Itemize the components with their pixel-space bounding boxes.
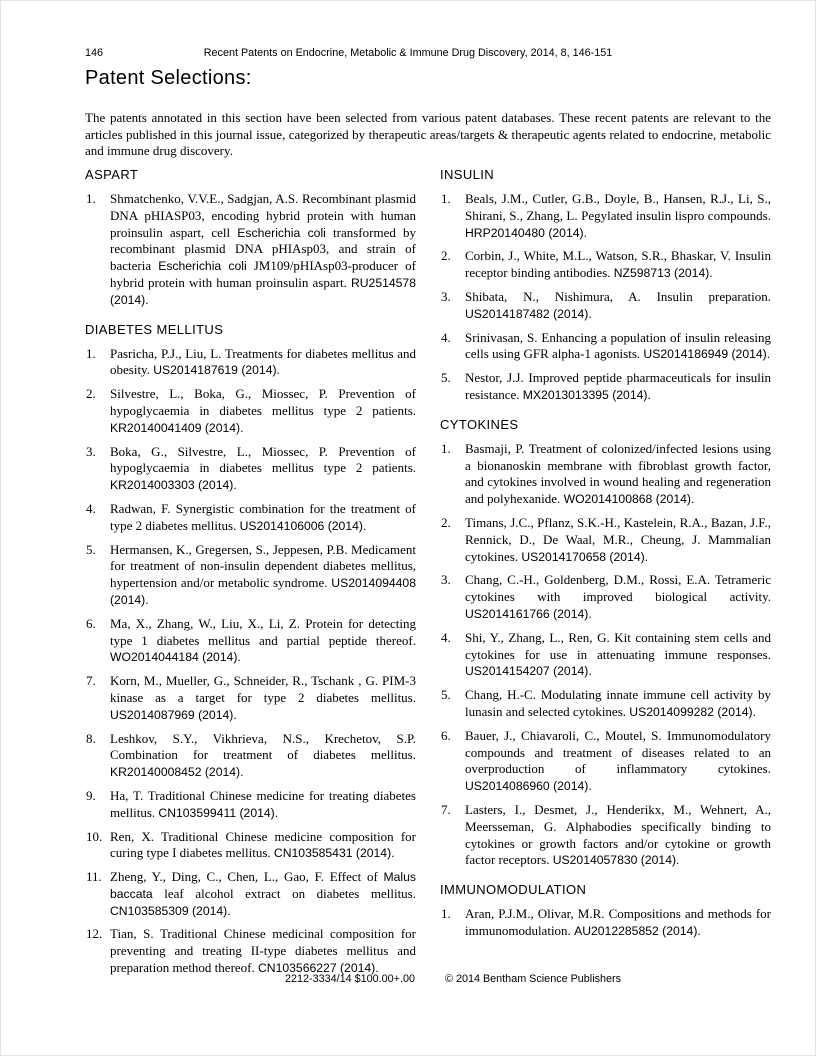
reference-text: Ha, T. Traditional Chinese medicine for treating diabetes mellitus. <box>110 787 416 820</box>
reference-text: Basmaji, P. Treatment of colonized/infected lesions using a bionanoskin membrane with fibroblast growth factor, and cytokines involved in wound healing and regeneration and polyhexanide. <box>465 440 771 507</box>
reference-item <box>440 248 771 282</box>
reference-text: Corbin, J., White, M.L., Watson, S.R., Bhaskar, V. Insulin receptor binding antibodies. <box>465 248 771 281</box>
reference-number: 6. <box>441 727 451 743</box>
reference-list <box>440 441 771 869</box>
reference-number: 6. <box>86 615 96 631</box>
page-footer <box>285 973 621 985</box>
reference-number: 2. <box>86 386 96 402</box>
patent-code-text: US2014187619 (2014). <box>153 363 280 378</box>
intro-paragraph: The patents annotated in this section have been selected from various patent databases. These recent patents are relevant to the articles published in this journal issue, categorized by therapeutic areas/targets & therapeutic agents related to endocrine, metabolic and immune drug discovery. <box>85 110 771 158</box>
patent-code-text: WO2014044184 (2014). <box>110 650 241 665</box>
reference-text: JM109/pHIAsp03-producer of hybrid protein with human proinsulin aspart. <box>110 258 416 290</box>
patent-code-text: NZ598713 (2014). <box>613 266 713 281</box>
reference-text: Korn, M., Mueller, G., Schneider, R., Tschank , G. PIM-3 kinase as a target for type 2 diabetes mellitus. <box>110 673 416 705</box>
reference-item <box>440 191 771 241</box>
reference-item <box>440 289 771 323</box>
reference-text: Lasters, I., Desmet, J., Henderikx, M., Wehnert, A., Meersseman, G. Alphabodies specifically binding to cytokines or growth factors and/or cytokine or growth factor receptors. <box>465 801 771 868</box>
patent-code-text: MX2013013395 (2014). <box>522 387 651 402</box>
patent-code-text: US2014187482 (2014). <box>465 306 592 321</box>
reference-text: transformed by recombinant plasmid DNA pHIAsp03, and strain of bacteria <box>110 224 417 274</box>
reference-item <box>85 926 416 976</box>
patent-code-text: WO2014100868 (2014). <box>563 492 695 507</box>
reference-item <box>85 346 416 380</box>
right-column <box>440 167 771 947</box>
reference-list <box>85 191 416 309</box>
section-heading: IMMUNOMODULATION <box>440 882 587 898</box>
reference-number: 9. <box>86 787 96 803</box>
reference-item <box>85 788 416 822</box>
patent-code-text: KR20140041409 (2014). <box>110 420 244 435</box>
reference-item <box>440 515 771 565</box>
reference-number: 7. <box>86 673 96 689</box>
reference-item <box>85 869 416 919</box>
reference-text: Hermansen, K., Gregersen, S., Jeppesen, P.B. Medicament for treatment of non-insulin dependent diabetes mellitus, hypertension and/or metabolic syndrome. <box>110 541 416 591</box>
reference-item <box>85 444 416 494</box>
running-header <box>0 47 816 59</box>
page-number: 146 <box>85 47 104 59</box>
patent-code-text: RU2514578 (2014). <box>110 275 416 307</box>
reference-number: 1. <box>441 906 451 922</box>
reference-text: Nestor, J.J. Improved peptide pharmaceuticals for insulin resistance. <box>465 370 771 402</box>
reference-text: Aran, P.J.M., Olivar, M.R. Compositions and methods for immunomodulation. <box>465 906 771 938</box>
reference-text: Chang, H.-C. Modulating innate immune cell activity by lunasin and selected cytokines. <box>465 687 771 719</box>
reference-item <box>440 802 771 869</box>
reference-number: 8. <box>86 730 96 746</box>
left-column <box>85 167 416 984</box>
reference-number: 1. <box>441 440 451 456</box>
reference-number: 7. <box>441 801 451 817</box>
reference-list <box>85 346 416 977</box>
reference-text: Zheng, Y., Ding, C., Chen, L., Gao, F. Effect of <box>110 869 384 885</box>
reference-item <box>85 616 416 666</box>
reference-number: 1. <box>86 191 96 206</box>
section-heading: INSULIN <box>440 167 495 182</box>
reference-number: 4. <box>441 329 451 345</box>
reference-item <box>85 731 416 781</box>
reference-item <box>440 906 771 940</box>
patent-code-text: CN103566227 (2014). <box>258 961 379 976</box>
patent-code-text: US2014106006 (2014). <box>239 518 367 533</box>
patent-code-text: US2014186949 (2014). <box>643 347 771 362</box>
patent-code-text: US2014170658 (2014). <box>521 549 649 564</box>
reference-item <box>440 728 771 795</box>
reference-number: 10. <box>86 828 103 844</box>
section-heading: CYTOKINES <box>440 416 519 432</box>
reference-number: 1. <box>441 191 451 206</box>
patent-code-text: CN103585309 (2014). <box>110 903 231 918</box>
reference-text: Chang, C.-H., Goldenberg, D.M., Rossi, E.A. Tetrameric cytokines with improved biological activity. <box>465 572 771 605</box>
patent-code-text: KR2014003303 (2014). <box>110 478 237 493</box>
patent-code-text: US2014094408 (2014). <box>110 576 416 607</box>
reference-text: Ren, X. Traditional Chinese medicine composition for curing type I diabetes mellitus. <box>110 828 416 861</box>
patent-code-text: KR20140008452 (2014). <box>110 765 244 780</box>
reference-item <box>85 673 416 723</box>
reference-text: Shmatchenko, V.V.E., Sadgjan, A.S. Recombinant plasmid DNA pHIASP03, encoding hybrid protein with human proinsulin aspart, cell <box>110 191 416 240</box>
reference-number: 2. <box>441 514 451 530</box>
reference-text: Bauer, J., Chiavaroli, C., Moutel, S. Immunomodulatory compounds and treatment of diseases related to an overproduction of inflammatory cytokines. <box>465 727 771 777</box>
reference-number: 3. <box>86 443 96 459</box>
reference-item <box>440 630 771 680</box>
reference-item <box>85 542 416 609</box>
patent-code-text: US2014099282 (2014). <box>629 704 756 719</box>
patent-code-text: US2014087969 (2014). <box>110 707 237 722</box>
patent-code-text: US2014161766 (2014). <box>465 606 592 621</box>
patent-code-text: Escherichia coli <box>158 259 247 274</box>
patent-code-text: CN103585431 (2014). <box>273 846 395 861</box>
reference-item <box>85 191 416 309</box>
reference-number: 3. <box>441 572 451 588</box>
reference-text: Shi, Y., Zhang, L., Ren, G. Kit containing stem cells and cytokines for use in attenuating immune responses. <box>465 629 771 662</box>
reference-list <box>440 906 771 940</box>
reference-item <box>85 829 416 863</box>
reference-number: 2. <box>441 248 451 264</box>
reference-number: 5. <box>86 541 96 557</box>
patent-code-text: US2014057830 (2014). <box>552 853 680 868</box>
journal-running-title: Recent Patents on Endocrine, Metabolic & Immune Drug Discovery, 2014, 8, 146-151 <box>203 47 613 59</box>
reference-text: Ma, X., Zhang, W., Liu, X., Li, Z. Protein for detecting type 1 diabetes mellitus and partial peptide thereof. <box>110 615 416 648</box>
reference-number: 4. <box>441 629 451 645</box>
reference-text: Silvestre, L., Boka, G., Miossec, P. Prevention of hypoglycaemia in diabetes mellitus type 2 patients. <box>110 386 416 418</box>
copyright-notice: © 2014 Bentham Science Publishers <box>445 973 622 985</box>
reference-text: Srinivasan, S. Enhancing a population of insulin releasing cells using GFR alpha-1 agonists. <box>465 329 771 362</box>
reference-text: Leshkov, S.Y., Vikhrieva, N.S., Krechetov, S.P. Combination for treatment of diabetes mellitus. <box>110 730 416 763</box>
reference-item <box>85 501 416 535</box>
reference-number: 5. <box>441 687 451 703</box>
reference-item <box>85 386 416 436</box>
reference-item <box>440 330 771 364</box>
reference-text: leaf alcohol extract on diabetes mellitus. <box>152 885 416 901</box>
reference-text: Beals, J.M., Cutler, G.B., Doyle, B., Hansen, R.J., Li, S., Shirani, S., Zhang, L. Pegylated insulin lispro compounds. <box>465 191 771 223</box>
patent-code-text: CN103599411 (2014). <box>158 805 279 820</box>
reference-text: Pasricha, P.J., Liu, L. Treatments for diabetes mellitus and obesity. <box>110 345 416 378</box>
section-heading: ASPART <box>85 167 139 182</box>
reference-item <box>440 687 771 721</box>
issn-price: 2212-3334/14 $100.00+.00 <box>285 973 415 985</box>
patent-code-text: AU2012285852 (2014). <box>574 923 701 938</box>
two-column-layout <box>85 167 771 984</box>
reference-text: Shibata, N., Nishimura, A. Insulin preparation. <box>465 288 771 304</box>
reference-number: 5. <box>441 370 451 386</box>
reference-number: 12. <box>86 926 103 942</box>
patent-code-text: Escherichia coli <box>237 225 326 240</box>
reference-text: Boka, G., Silvestre, L., Miossec, P. Prevention of hypoglycaemia in diabetes mellitus type 2 patients. <box>110 443 416 476</box>
reference-number: 11. <box>86 869 102 885</box>
reference-list <box>440 191 771 404</box>
reference-item <box>440 572 771 622</box>
reference-number: 4. <box>86 500 96 516</box>
page-title: Patent Selections: <box>85 67 252 89</box>
patent-code-text: US2014086960 (2014). <box>465 779 592 794</box>
reference-number: 3. <box>441 288 451 304</box>
patent-code-text: US2014154207 (2014). <box>465 664 592 679</box>
reference-item <box>440 441 771 508</box>
reference-text: Radwan, F. Synergistic combination for the treatment of type 2 diabetes mellitus. <box>110 500 416 533</box>
reference-item <box>440 370 771 404</box>
patent-code-text: Malus baccata <box>110 870 416 901</box>
patent-code-text: HRP20140480 (2014). <box>465 225 587 240</box>
reference-text: Timans, J.C., Pflanz, S.K.-H., Kastelein, R.A., Bazan, J.F., Rennick, D., De Waal, M.R., Cheung, J. Mammalian cytokines. <box>465 514 771 564</box>
reference-number: 1. <box>86 345 96 361</box>
section-heading: DIABETES MELLITUS <box>85 321 224 337</box>
reference-text: Tian, S. Traditional Chinese medicinal composition for preventing and treating II-type diabetes mellitus and preparation method thereof. <box>110 926 416 976</box>
